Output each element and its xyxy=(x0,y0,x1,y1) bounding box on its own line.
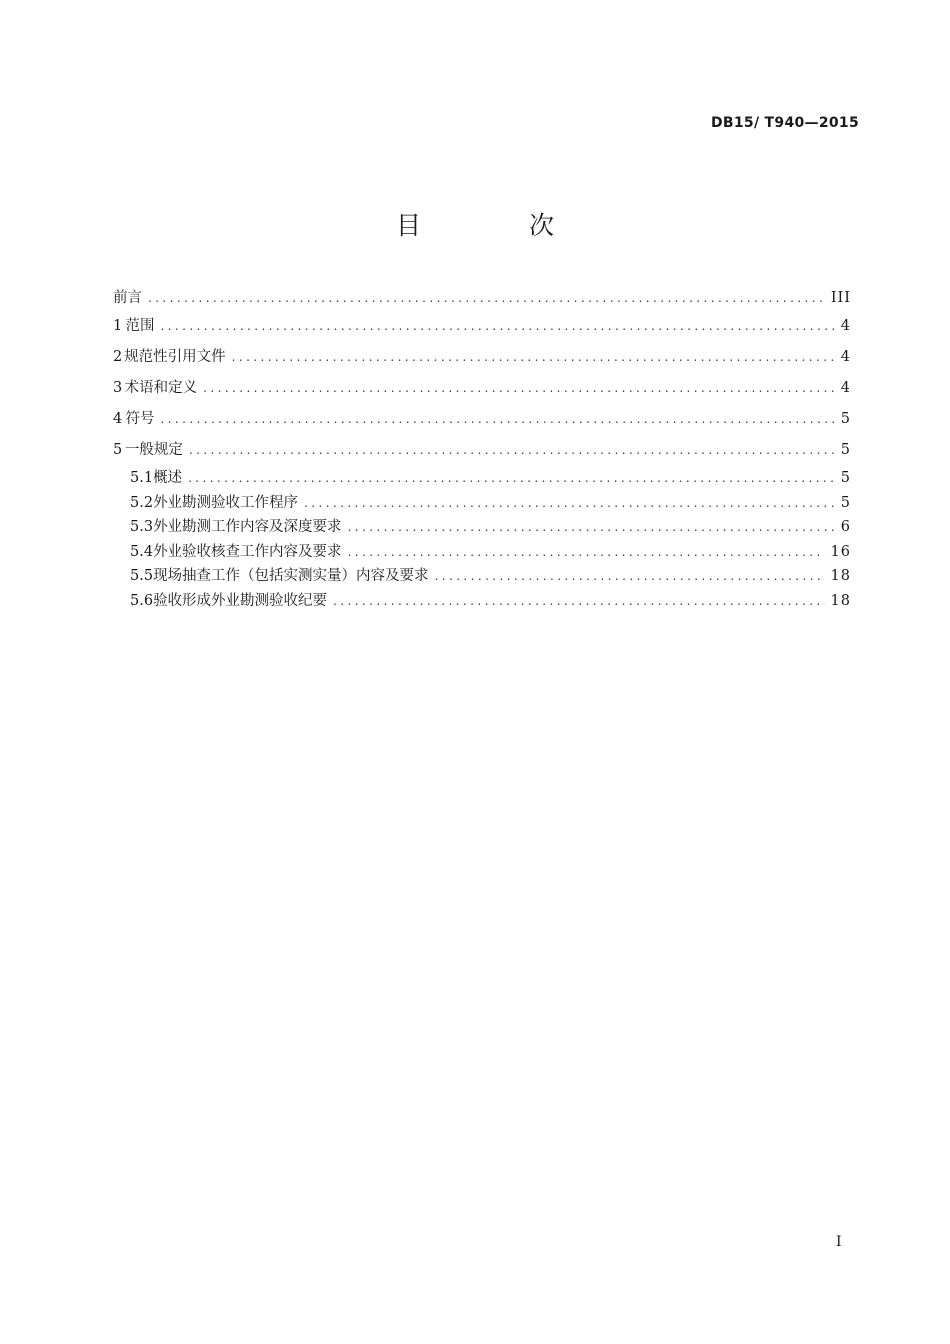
toc-title: 目 次 xyxy=(396,211,604,240)
toc-entry-page: 4 xyxy=(840,380,851,396)
toc-entry-number: 5.1 xyxy=(130,470,154,486)
toc-leader-dots xyxy=(435,564,825,589)
toc-entry-number: 3 xyxy=(113,380,123,396)
toc-entry-page: 18 xyxy=(830,568,851,585)
toc-entry[interactable] xyxy=(113,286,851,311)
toc-entry-number: 5.2 xyxy=(130,494,154,511)
toc-entry-number: 1 xyxy=(113,318,123,334)
toc-leader-dots xyxy=(189,435,835,466)
toc-leader-dots xyxy=(160,404,834,435)
toc-entry-page: 4 xyxy=(840,318,851,334)
toc-subentry[interactable] xyxy=(113,540,851,565)
toc-entry-number: 5.5 xyxy=(130,568,154,585)
toc-entry-label: 外业勘测验收工作程序 xyxy=(153,494,299,511)
toc-leader-dots xyxy=(333,589,824,614)
toc-leader-dots xyxy=(304,491,835,516)
toc-leader-dots xyxy=(188,466,835,491)
toc-leader-dots xyxy=(348,515,835,540)
toc-entry[interactable] xyxy=(113,342,851,373)
toc-leader-dots xyxy=(160,311,834,342)
toc-entry-label: 验收形成外业勘测验收纪要 xyxy=(153,592,328,609)
toc-entry[interactable] xyxy=(113,311,851,342)
toc-subentry[interactable] xyxy=(113,515,851,540)
toc-entry-number: 4 xyxy=(113,411,123,427)
document-code: DB15/ T940—2015 xyxy=(711,115,859,131)
page-number: I xyxy=(836,1234,842,1250)
toc-entry-label: 范围 xyxy=(125,318,155,334)
toc-entry-label: 外业勘测工作内容及深度要求 xyxy=(153,519,342,536)
toc-entry-label: 一般规定 xyxy=(124,442,183,458)
toc-entry-page: 18 xyxy=(830,592,851,609)
toc-entry[interactable] xyxy=(113,404,851,435)
toc-entry-number: 5.3 xyxy=(130,519,154,536)
toc-leader-dots xyxy=(232,342,835,373)
toc-entry-page: 6 xyxy=(840,519,851,536)
toc-entry-page: 5 xyxy=(840,442,851,458)
toc-entry-label: 前言 xyxy=(113,290,142,306)
toc-entry-label: 概述 xyxy=(153,470,183,486)
toc-subentry[interactable] xyxy=(113,491,851,516)
toc-entry[interactable] xyxy=(113,435,851,466)
toc-leader-dots xyxy=(148,286,825,311)
toc-entry-label: 现场抽查工作（包括实测实量）内容及要求 xyxy=(153,568,429,585)
toc-entry-number: 5 xyxy=(113,442,123,458)
toc-leader-dots xyxy=(348,540,825,565)
toc-entry-label: 术语和定义 xyxy=(124,380,198,396)
toc-entry-number: 5.6 xyxy=(130,592,154,609)
toc-entry-label: 外业验收核查工作内容及要求 xyxy=(153,543,342,560)
toc-subentry[interactable] xyxy=(113,564,851,589)
toc-entry-label: 符号 xyxy=(125,411,155,427)
toc-subentry[interactable] xyxy=(113,589,851,614)
toc-leader-dots xyxy=(203,373,835,404)
toc-entry-page: 5 xyxy=(840,470,851,486)
toc-entry-page: 16 xyxy=(830,543,851,560)
toc-entry-number: 5.4 xyxy=(130,543,154,560)
toc-entry-page: 5 xyxy=(840,494,851,511)
toc-subentry[interactable] xyxy=(113,466,851,491)
table-of-contents xyxy=(113,286,851,614)
toc-entry-page: III xyxy=(830,290,851,306)
toc-entry-page: 4 xyxy=(840,349,851,365)
toc-entry-number: 2 xyxy=(113,349,123,365)
toc-entry-page: 5 xyxy=(840,411,851,427)
toc-entry-label: 规范性引用文件 xyxy=(124,349,226,365)
toc-entry[interactable] xyxy=(113,373,851,404)
